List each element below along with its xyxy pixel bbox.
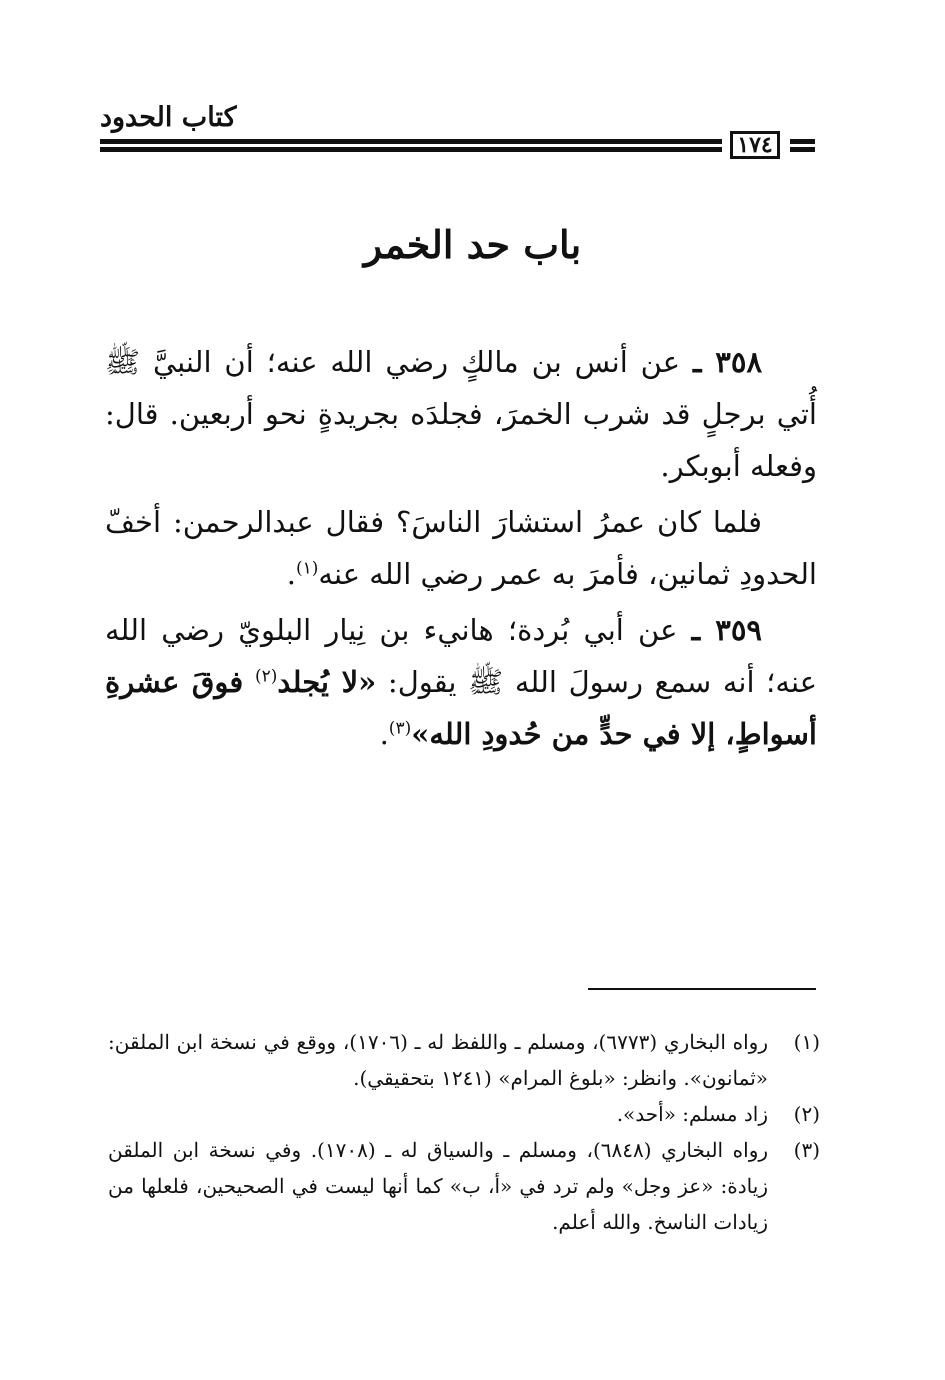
- page-number: ١٧٤: [730, 131, 780, 159]
- footnote-ref-2[interactable]: (٢): [254, 666, 278, 687]
- hadith-number: ٣٥٨ ـ: [693, 345, 763, 379]
- hadith-end: .: [379, 717, 389, 751]
- header-rule-bottom: [100, 147, 722, 152]
- footnote-separator: [588, 988, 816, 990]
- footnote-1: [108, 1024, 820, 1096]
- footnote-text: رواه البخاري (٦٨٤٨)، ومسلم ـ والسياق له ـ (١٧٠٨). وفي نسخة ابن الملقن زيادة: «عز وجل» ولم ترد في «أ، ب» كما أنها ليست في الصحيحين، فلعلها من زيادات الناسخ. والله أعلم.: [108, 1138, 769, 1234]
- footnote-2: [108, 1096, 820, 1132]
- hadith-text: عن أنس بن مالكٍ رضي الله عنه؛ أن النبيَّ ﷺ أُتي برجلٍ قد شرب الخمرَ، فجلدَه بجريدةٍ نحو أربعين. قال: وفعله أبوبكر.: [105, 345, 817, 483]
- header-rule-top: [100, 139, 722, 144]
- hadith-quote-start: «لا يُجلد: [277, 665, 377, 699]
- hadith-continuation-text: فلما كان عمرُ استشارَ الناسَ؟ فقال عبدالرحمن: أخفّ الحدودِ ثمانين، فأمرَ به عمر رضي الله عنه: [105, 505, 817, 591]
- hadith-358: [105, 336, 817, 492]
- main-text: [105, 336, 817, 760]
- running-head-title: كتاب الحدود: [100, 102, 237, 133]
- hadith-359: [105, 604, 817, 760]
- footnote-number: (١): [793, 1030, 820, 1054]
- hadith-continuation-end: .: [286, 557, 296, 591]
- hadith-358-continuation: [105, 496, 817, 600]
- hadith-quote-end: فوقَ عشرةِ أسواطٍ، إلا في حدٍّ من حُدودِ الله»: [105, 665, 817, 751]
- chapter-title: باب حد الخمر: [363, 222, 582, 267]
- footnote-ref-3[interactable]: (٣): [388, 718, 412, 739]
- footnote-ref-1[interactable]: (١): [295, 558, 319, 579]
- footnote-text: رواه البخاري (٦٧٧٣)، ومسلم ـ واللفظ له ـ (١٧٠٦)، ووقع في نسخة ابن الملقن: «ثمانون». وانظر: «بلوغ المرام» (١٢٤١ بتحقيقي).: [108, 1030, 768, 1090]
- hadith-text: عن أبي بُردة؛ هانيء بن نِيار البلويّ رضي الله عنه؛ أنه سمع رسولَ الله ﷺ يقول:: [105, 613, 818, 699]
- footnote-number: (٢): [793, 1102, 820, 1126]
- header-stub-bottom: [790, 147, 815, 152]
- footnote-number: (٣): [793, 1138, 820, 1162]
- footnote-3: [108, 1132, 820, 1240]
- footnote-text: زاد مسلم: «أحد».: [616, 1102, 768, 1126]
- header-stub-top: [790, 139, 815, 144]
- footnotes: [108, 1024, 820, 1240]
- hadith-number: ٣٥٩ ـ: [691, 613, 763, 647]
